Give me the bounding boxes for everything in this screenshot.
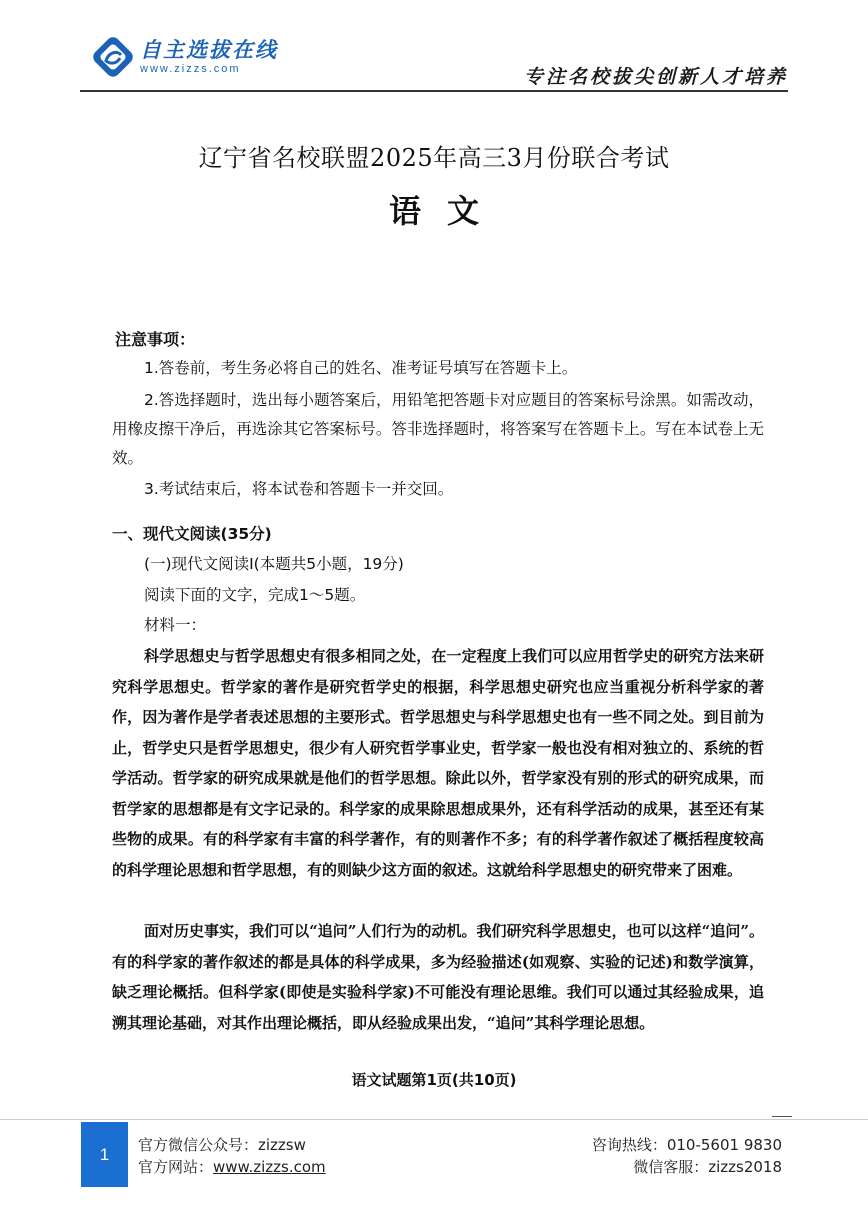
footer-dash — [772, 1116, 792, 1117]
footer-contact-right — [592, 1134, 782, 1178]
notes-title: 注意事项： — [115, 330, 196, 349]
header-divider — [80, 90, 788, 92]
material-paragraph-1: 科学思想史与哲学思想史有很多相同之处，在一定程度上我们可以应用哲学史的研究方法来研究科学思想史。哲学家的著作是研究哲学史的根据，科学思想史研究也应当重视分析科学家的著作，因为著作是学者表述思想的主要形式。哲学思想史与科学思想史也有一些不同之处。到目前为止，哲学史只是哲学思想史，很少有人研究哲学事业史，哲学家一般也没有相对独立的、系统的哲学活动。哲学家的研究成果就是他们的哲学思想。除此以外，哲学家没有别的形式的研究成果，而哲学家的思想都是有文字记录的。科学家的成果除思想成果外，还有科学活动的成果，甚至还有某些物的成果。有的科学家有丰富的科学著作，有的则著作不多；有的科学著作叙述了概括程度较高的科学理论思想和哲学思想，有的则缺少这方面的叙述。这就给科学思想史的研究带来了困难。 — [112, 647, 764, 879]
footer-site-link[interactable]: www.zizzs.com — [213, 1158, 326, 1176]
section-title: 一、现代文阅读(35分) — [112, 525, 272, 543]
footer-service: 微信客服：zizzs2018 — [633, 1158, 782, 1176]
footer-site-label: 官方网站： — [138, 1158, 214, 1176]
material-label: 材料一： — [144, 616, 207, 634]
notes-item-3: 3.考试结束后，将本试卷和答题卡一并交回。 — [144, 480, 454, 498]
logo[interactable] — [92, 36, 278, 78]
exam-title: 辽宁省名校联盟2025年高三3月份联合考试 — [198, 144, 670, 172]
logo-icon — [92, 36, 134, 78]
footer-site — [138, 1156, 326, 1178]
header-slogan: 专注名校拔尖创新人才培养 — [523, 66, 788, 88]
footer-contact-left — [138, 1134, 326, 1178]
logo-url: www.zizzs.com — [140, 63, 241, 75]
notes-item-2: 2.答选择题时，选出每小题答案后，用铅笔把答题卡对应题目的答案标号涂黑。如需改动，用橡皮擦干净后，再选涂其它答案标号。答非选择题时，将答案写在答题卡上。写在本试卷上无效。 — [112, 391, 764, 467]
page-header — [0, 0, 868, 92]
section-instruction: 阅读下面的文字，完成1～5题。 — [144, 586, 366, 604]
footer-wechat: 官方微信公众号：zizzsw — [138, 1136, 306, 1154]
exam-subject: 语文 — [388, 192, 505, 230]
notes-item-1: 1.答卷前，考生务必将自己的姓名、准考证号填写在答题卡上。 — [144, 359, 578, 377]
page-label: 语文试题第1页(共10页) — [351, 1071, 517, 1089]
footer-page-number: 1 — [81, 1122, 128, 1187]
logo-text: 自主选拔在线 — [140, 38, 278, 62]
footer-divider — [0, 1119, 868, 1120]
footer-hotline: 咨询热线：010-5601 9830 — [591, 1136, 782, 1154]
section-subtitle: (一)现代文阅读Ⅰ(本题共5小题，19分) — [144, 555, 404, 573]
material-paragraph-2: 面对历史事实，我们可以“追问”人们行为的动机。我们研究科学思想史，也可以这样“追问”。有的科学家的著作叙述的都是具体的科学成果，多为经验描述(如观察、实验的记述)和数学演算，缺乏理论概括。但科学家(即使是实验科学家)不可能没有理论思维。我们可以通过其经验成果，追溯其理论基础，对其作出理论概括，即从经验成果出发，“追问”其科学理论思想。 — [112, 922, 764, 1032]
